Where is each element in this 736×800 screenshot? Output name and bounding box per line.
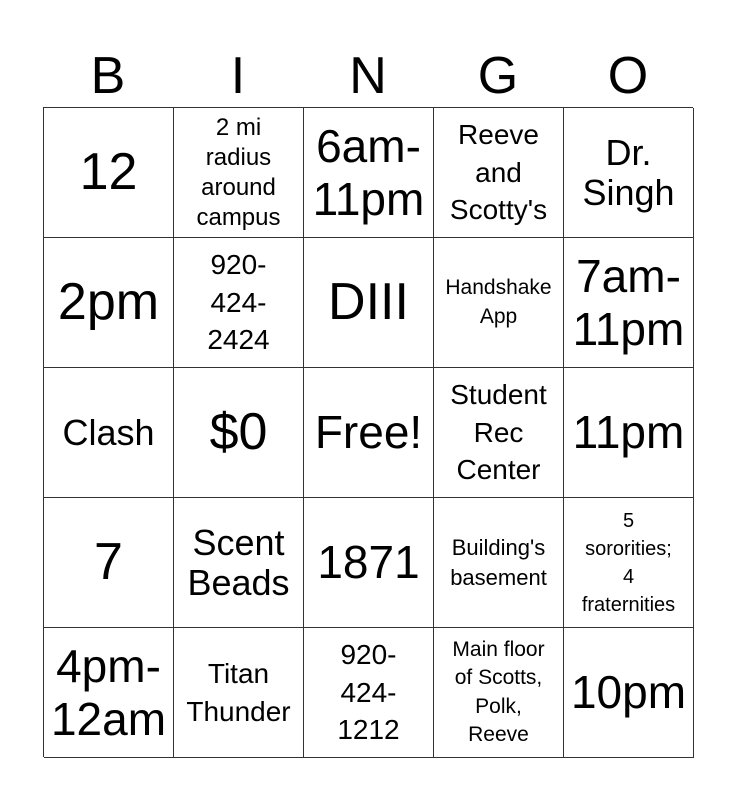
bingo-cell[interactable]: 2pm bbox=[44, 238, 174, 368]
bingo-cell[interactable]: 7am- 11pm bbox=[564, 238, 694, 368]
bingo-cell[interactable]: 4pm- 12am bbox=[44, 628, 174, 758]
header-letter-i: I bbox=[230, 47, 246, 105]
bingo-cell[interactable]: Building's basement bbox=[434, 498, 564, 628]
header-letter-g: G bbox=[477, 47, 519, 105]
bingo-cell[interactable]: Student Rec Center bbox=[434, 368, 564, 498]
header-letter-n: N bbox=[349, 47, 387, 105]
bingo-cell[interactable]: $0 bbox=[174, 368, 304, 498]
bingo-cell[interactable]: Main floor of Scotts, Polk, Reeve bbox=[434, 628, 564, 758]
bingo-cell[interactable]: Dr. Singh bbox=[564, 108, 694, 238]
bingo-cell[interactable]: Free! bbox=[304, 368, 434, 498]
bingo-header bbox=[43, 44, 693, 108]
bingo-cell[interactable]: 920- 424- 2424 bbox=[174, 238, 304, 368]
bingo-cell[interactable]: 7 bbox=[44, 498, 174, 628]
bingo-cell[interactable]: 12 bbox=[44, 108, 174, 238]
bingo-cell[interactable]: 920- 424- 1212 bbox=[304, 628, 434, 758]
bingo-cell[interactable]: Titan Thunder bbox=[174, 628, 304, 758]
bingo-cell[interactable]: 1871 bbox=[304, 498, 434, 628]
bingo-cell[interactable]: 5 sororities; 4 fraternities bbox=[564, 498, 694, 628]
bingo-cell[interactable]: Scent Beads bbox=[174, 498, 304, 628]
bingo-cell[interactable]: 2 mi radius around campus bbox=[174, 108, 304, 238]
bingo-cell[interactable]: Clash bbox=[44, 368, 174, 498]
bingo-cell[interactable]: DIII bbox=[304, 238, 434, 368]
bingo-grid bbox=[43, 107, 693, 757]
header-letter-b: B bbox=[90, 47, 126, 105]
header-letter-o: O bbox=[607, 47, 649, 105]
bingo-cell[interactable]: Handshake App bbox=[434, 238, 564, 368]
bingo-cell[interactable]: Reeve and Scotty's bbox=[434, 108, 564, 238]
bingo-cell[interactable]: 6am- 11pm bbox=[304, 108, 434, 238]
bingo-cell[interactable]: 11pm bbox=[564, 368, 694, 498]
bingo-cell[interactable]: 10pm bbox=[564, 628, 694, 758]
